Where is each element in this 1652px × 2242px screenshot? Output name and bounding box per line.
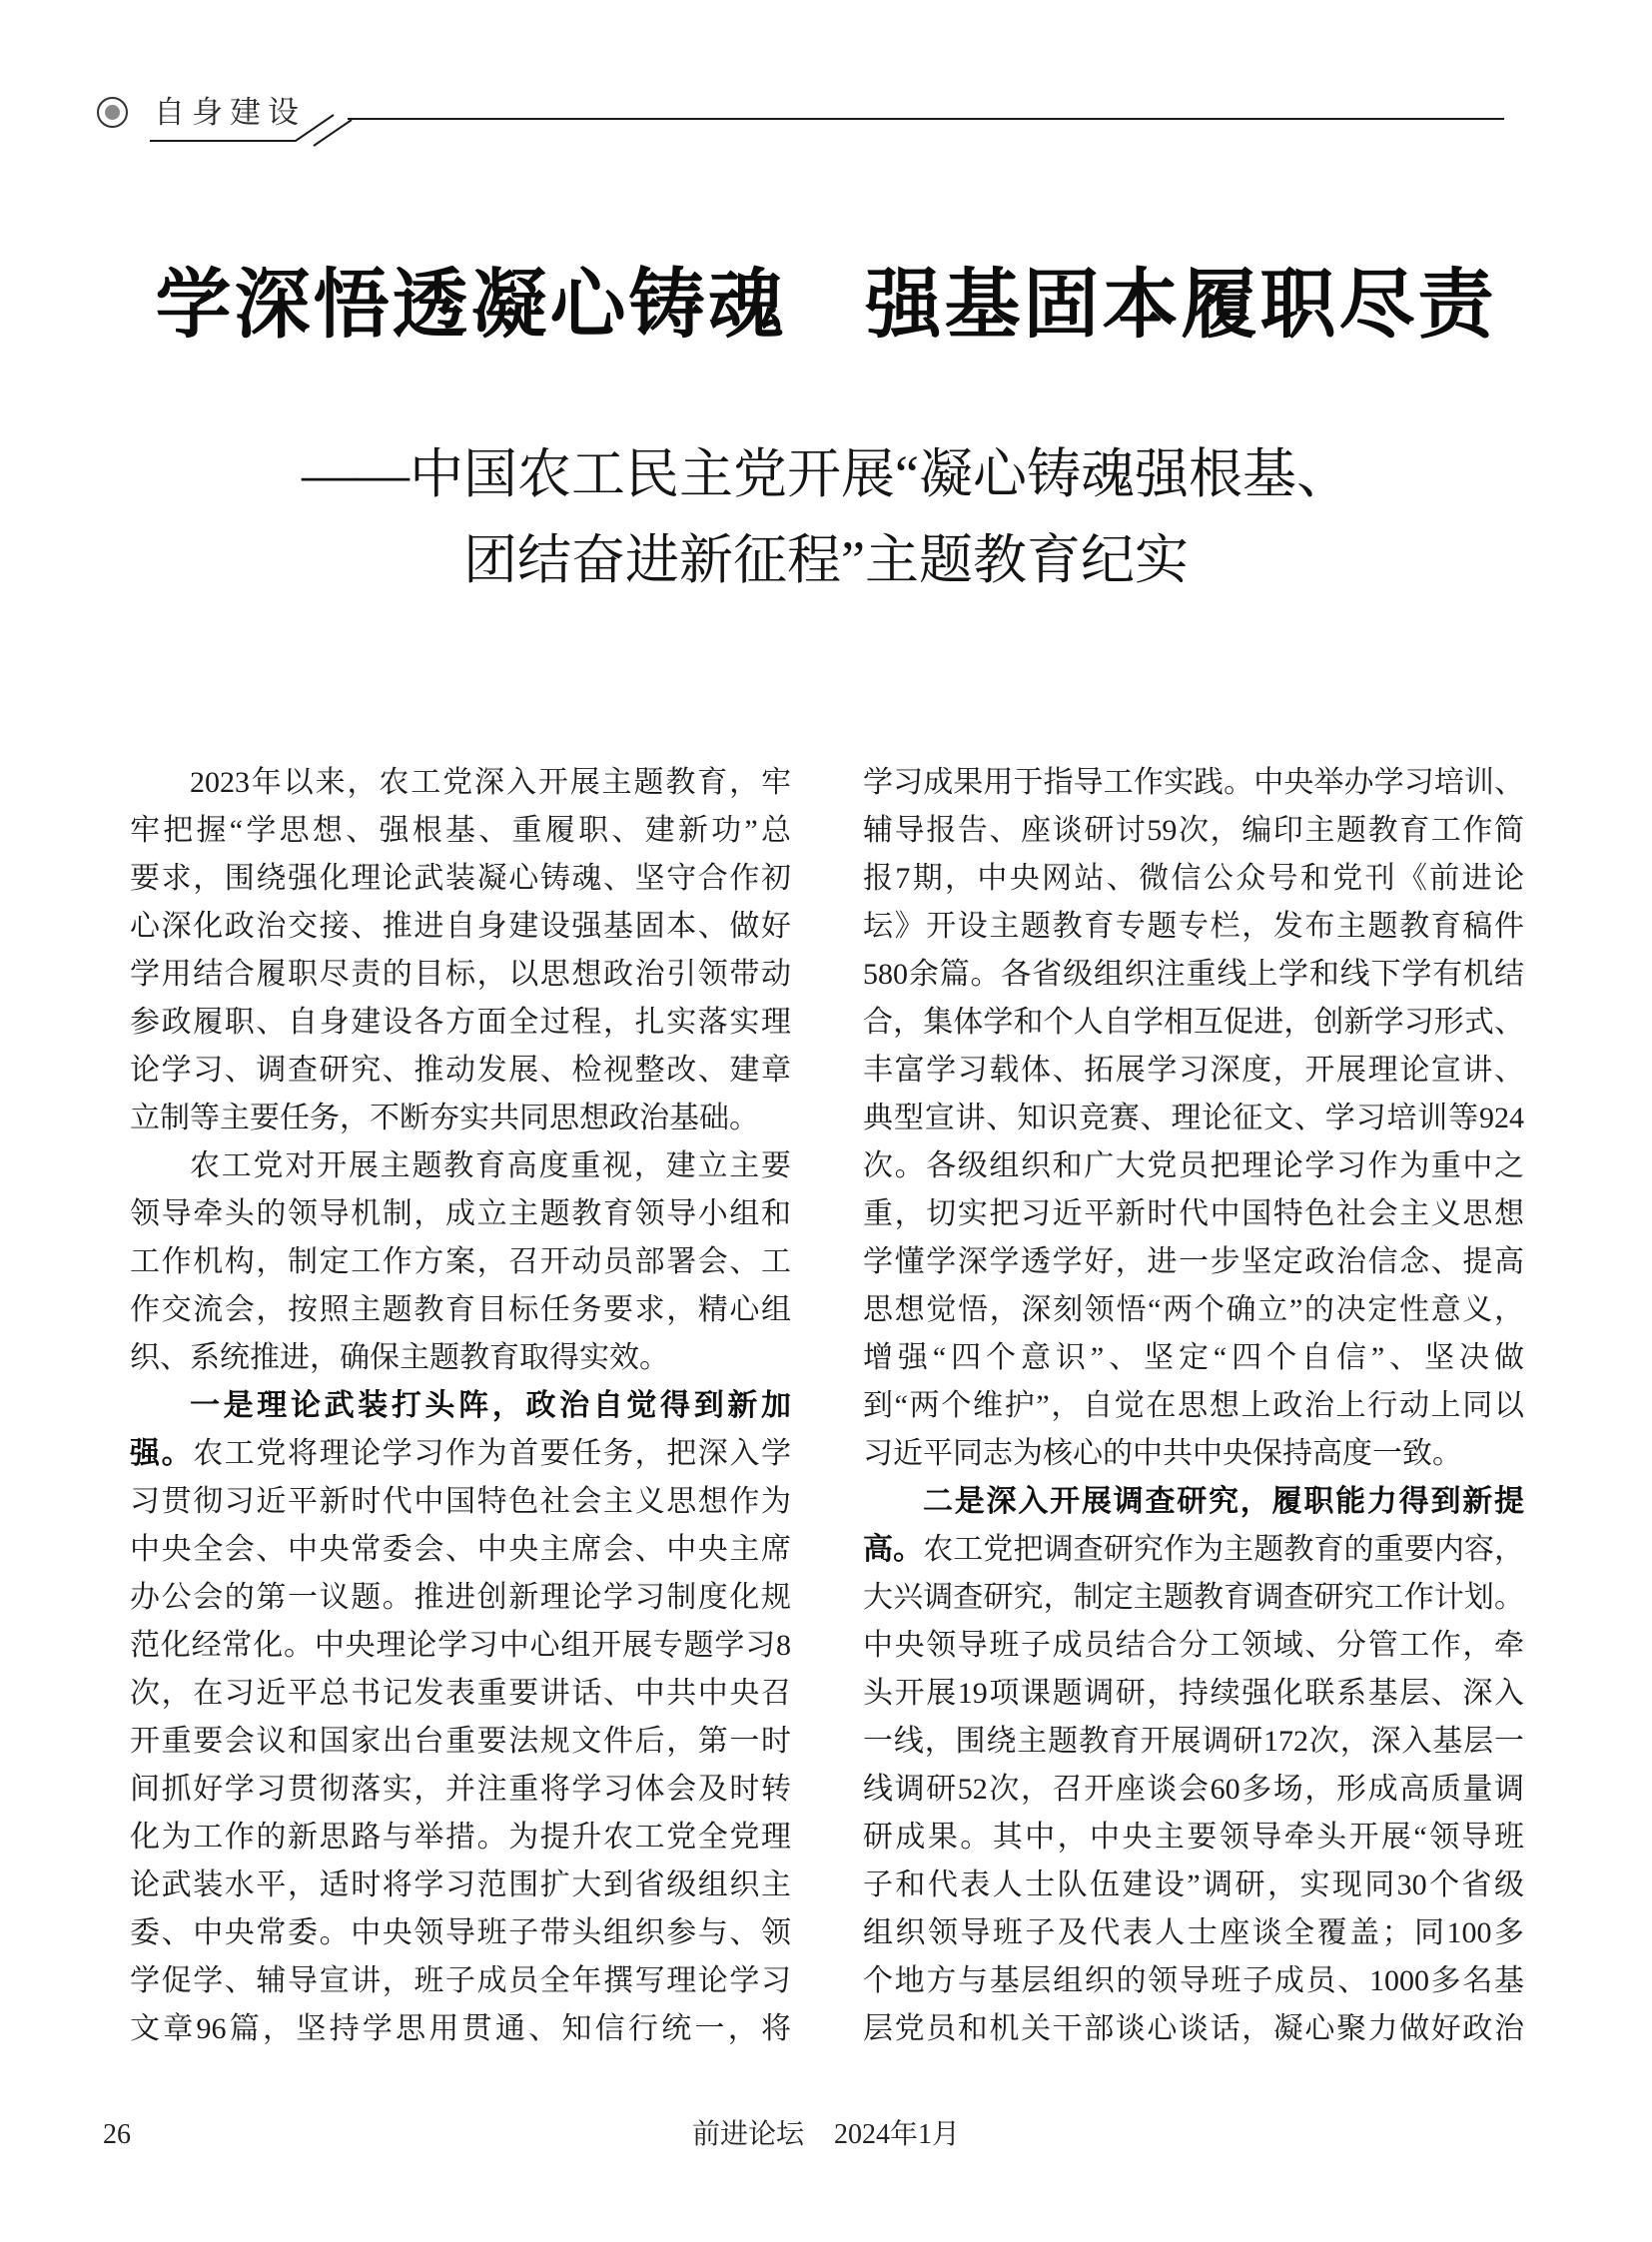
- footer-journal-issue: [0, 2117, 1652, 2153]
- run-in-heading: 一是理论武装打头阵，政治自觉得到新加: [190, 1389, 791, 1422]
- body-line: 论武装水平，适时将学习范围扩大到省级组织主: [130, 1868, 791, 1901]
- body-line: 学促学、辅导宣讲，班子成员全年撰写理论学习: [130, 1964, 791, 1997]
- body-column-left: [130, 759, 791, 2053]
- body-line: 开重要会议和国家出台重要法规文件后，第一时: [130, 1725, 791, 1758]
- body-line: 报7期，中央网站、微信公众号和党刊《前进论: [863, 862, 1524, 895]
- body-line: 要求，围绕强化理论武装凝心铸魂、坚守合作初: [130, 862, 791, 895]
- body-line: 委、中央常委。中央领导班子带头组织参与、领: [130, 1916, 791, 1949]
- issue-date: 2024年1月: [834, 2119, 961, 2150]
- body-line: 到“两个维护”，自觉在思想上政治上行动上同以: [863, 1389, 1524, 1422]
- body-line: 思想觉悟，深刻领悟“两个确立”的决定性意义，: [863, 1293, 1524, 1326]
- body-column-right: [863, 759, 1524, 2053]
- body-line: 范化经常化。中央理论学习中心组开展专题学习8: [130, 1629, 791, 1662]
- body-line: 作交流会，按照主题教育目标任务要求，精心组: [130, 1293, 791, 1326]
- body-line: 化为工作的新思路与举措。为提升农工党全党理: [130, 1821, 791, 1854]
- body-line: [130, 1382, 791, 1430]
- body-line: 个地方与基层组织的领导班子成员、1000多名基: [863, 1964, 1524, 1997]
- article-title: 学深悟透凝心铸魂 强基固本履职尽责: [155, 263, 1497, 348]
- body-line: 学用结合履职尽责的目标，以思想政治引领带动: [130, 958, 791, 991]
- body-line: 线调研52次，召开座谈会60多场，形成高质量调: [863, 1773, 1524, 1806]
- body-line: 重，切实把习近平新时代中国特色社会主义思想: [863, 1197, 1524, 1230]
- section-label: 自身建设: [154, 95, 306, 130]
- body-line: 高。农工党把调查研究作为主题教育的重要内容，: [863, 1533, 1525, 1566]
- body-line: [863, 1478, 1524, 1526]
- body-line: 丰富学习载体、拓展学习深度，开展理论宣讲、: [863, 1054, 1524, 1087]
- body-line: 辅导报告、座谈研讨59次，编印主题教育工作简: [863, 814, 1524, 847]
- body-line: 子和代表人士队伍建设”调研，实现同30个省级: [863, 1868, 1524, 1901]
- body-line: 2023年以来，农工党深入开展主题教育，牢: [190, 766, 791, 799]
- body-line: 增强“四个意识”、坚定“四个自信”、坚决做: [863, 1341, 1524, 1374]
- body-line: 习贯彻习近平新时代中国特色社会主义思想作为: [130, 1485, 791, 1518]
- body-line: 层党员和机关干部谈心谈话，凝心聚力做好政治: [863, 2012, 1524, 2045]
- body-line: 习近平同志为核心的中共中央保持高度一致。: [863, 1437, 1462, 1470]
- body-line: 工作机构，制定工作方案，召开动员部署会、工: [130, 1245, 791, 1278]
- body-line: 间抓好学习贯彻落实，并注重将学习体会及时转: [130, 1773, 791, 1806]
- body-line: 领导牵头的领导机制，成立主题教育领导小组和: [130, 1197, 791, 1230]
- body-line: 次。各级组织和广大党员把理论学习作为重中之: [863, 1149, 1524, 1182]
- body-line: 办公会的第一议题。推进创新理论学习制度化规: [130, 1581, 791, 1614]
- body-line: 坛》开设主题教育专题专栏，发布主题教育稿件: [863, 910, 1524, 943]
- body-line: 农工党对开展主题教育高度重视，建立主要: [190, 1149, 791, 1182]
- body-line: 大兴调查研究，制定主题教育调查研究工作计划。: [863, 1581, 1524, 1614]
- body-line: 立制等主要任务，不断夯实共同思想政治基础。: [130, 1102, 759, 1134]
- body-line: 心深化政治交接、推进自身建设强基固本、做好: [130, 910, 791, 943]
- body-line: 中央全会、中央常委会、中央主席会、中央主席: [130, 1533, 791, 1566]
- body-line: 文章96篇，坚持学思用贯通、知信行统一，将: [130, 2012, 791, 2045]
- body-line: 参政履职、自身建设各方面全过程，扎实落实理: [130, 1006, 791, 1039]
- body-line: 学懂学深学透学好，进一步坚定政治信念、提高: [863, 1245, 1524, 1278]
- subtitle-line-1: ——中国农工民主党开展“凝心铸魂强根基、: [302, 444, 1350, 504]
- article-subtitle: [0, 431, 1652, 603]
- body-line: 中央领导班子成员结合分工领域、分管工作，牵: [863, 1629, 1524, 1662]
- body-line: 头开展19项课题调研，持续强化联系基层、深入: [863, 1677, 1524, 1710]
- run-in-heading: 高。: [863, 1533, 924, 1566]
- run-in-heading: 二是深入开展调查研究，履职能力得到新提: [923, 1485, 1524, 1518]
- body-line: 一线，围绕主题教育开展调研172次，深入基层一: [863, 1725, 1524, 1758]
- body-line: 580余篇。各省级组织注重线上学和线下学有机结: [863, 958, 1524, 991]
- body-line: 强。农工党将理论学习作为首要任务，把深入学: [130, 1437, 792, 1470]
- body-line: 学习成果用于指导工作实践。中央举办学习培训、: [863, 766, 1524, 799]
- journal-name: 前进论坛: [691, 2119, 804, 2150]
- page-number: 26: [103, 2119, 131, 2150]
- body-line: 次，在习近平总书记发表重要讲话、中共中央召: [130, 1677, 791, 1710]
- body-line: 典型宣讲、知识竞赛、理论征文、学习培训等924: [863, 1102, 1524, 1134]
- body-line: 论学习、调查研究、推动发展、检视整改、建章: [130, 1054, 791, 1087]
- body-line: 牢把握“学思想、强根基、重履职、建新功”总: [130, 814, 791, 847]
- subtitle-line-2: 团结奋进新征程”主题教育纪实: [463, 530, 1189, 590]
- run-in-heading: 强。: [130, 1437, 194, 1470]
- body-line: 组织领导班子及代表人士座谈全覆盖；同100多: [863, 1916, 1524, 1949]
- body-line: 织、系统推进，确保主题教育取得实效。: [130, 1341, 669, 1374]
- body-line: 研成果。其中，中央主要领导牵头开展“领导班: [863, 1821, 1524, 1854]
- body-line: 合，集体学和个人自学相互促进，创新学习形式、: [863, 1006, 1524, 1039]
- header-rule-line: [0, 0, 1652, 200]
